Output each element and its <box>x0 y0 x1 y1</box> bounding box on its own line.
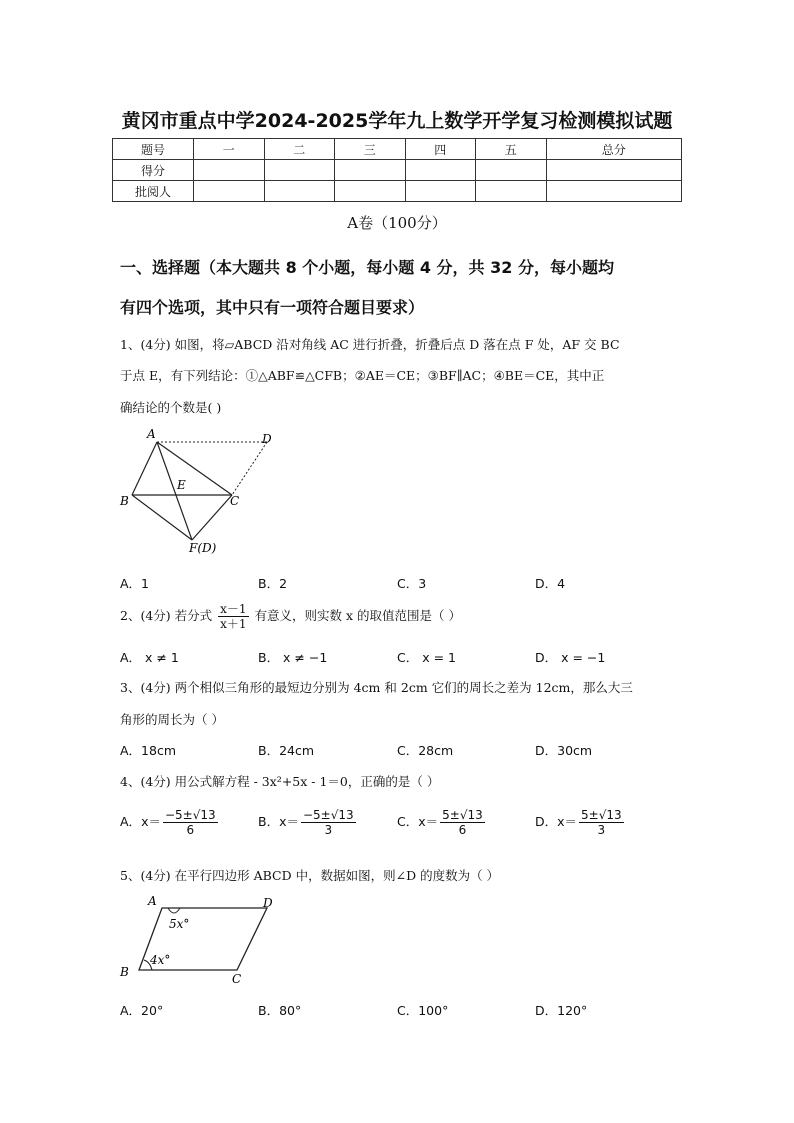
q5-label-d: D <box>263 896 273 910</box>
q2-option-d[interactable]: D． x = −1 <box>535 650 606 665</box>
q1-text-line2: 于点 E，有下列结论：①△ABF≌△CFB；②AE＝CE；③BF∥AC；④BE＝CE，其中正 <box>120 368 605 383</box>
score-input-cell[interactable] <box>194 181 265 202</box>
score-input-cell[interactable] <box>405 181 476 202</box>
score-table-row <box>113 160 682 181</box>
q2-fraction <box>218 602 248 631</box>
q5-label-a: A <box>148 894 157 908</box>
q4-option-denominator: 3 <box>597 823 606 837</box>
score-table-cell: 三 <box>335 139 406 160</box>
q5-text: 5、(4分) 在平行四边形 ABCD 中，数据如图，则∠D 的度数为（ ） <box>120 868 500 883</box>
q5-angle-a-label: 5x° <box>169 917 190 931</box>
q3-option-c[interactable]: C．28cm <box>397 743 454 758</box>
score-input-cell[interactable] <box>476 160 547 181</box>
q5-label-c: C <box>232 972 242 986</box>
q5-option-a[interactable]: A．20° <box>120 1003 164 1018</box>
score-input-cell[interactable] <box>194 160 265 181</box>
score-table-row <box>113 181 682 202</box>
score-table-cell: 五 <box>476 139 547 160</box>
score-input-cell[interactable] <box>264 181 335 202</box>
q5-angle-b-label: 4x° <box>150 953 171 967</box>
q4-option-fraction <box>301 808 356 837</box>
q3-option-a[interactable]: A．18cm <box>120 743 177 758</box>
q4-option-d[interactable] <box>535 808 626 837</box>
score-table-header-row <box>113 139 682 160</box>
score-table-cell: 二 <box>264 139 335 160</box>
q1-label-b: B <box>120 494 129 508</box>
q4-text: 4、(4分) 用公式解方程 - 3x²+5x - 1＝0，正确的是（ ） <box>120 774 440 789</box>
q2-option-b[interactable]: B． x ≠ −1 <box>258 650 328 665</box>
q2-fraction-numerator: x－1 <box>220 602 247 616</box>
q4-option-fraction <box>579 808 624 837</box>
q3-text-line2: 角形的周长为（ ） <box>120 712 224 727</box>
q2-fraction-denominator: x＋1 <box>220 617 247 631</box>
q1-text-line1: 1、(4分) 如图，将▱ABCD 沿对角线 AC 进行折叠，折叠后点 D 落在点 F 处，AF 交 BC <box>120 337 620 352</box>
score-input-cell[interactable] <box>264 160 335 181</box>
q4-option-denominator: 6 <box>458 823 467 837</box>
q4-option-lhs: x＝ <box>418 814 439 829</box>
q5-option-d[interactable]: D．120° <box>535 1003 588 1018</box>
q5-figure <box>112 890 292 990</box>
score-input-cell[interactable] <box>546 181 682 202</box>
q3-text-line1: 3、(4分) 两个相似三角形的最短边分别为 4cm 和 2cm 它们的周长之差为 12cm，那么大三 <box>120 680 633 695</box>
q4-option-fraction <box>163 808 218 837</box>
score-table-cell: 总分 <box>546 139 682 160</box>
q1-option-d[interactable]: D．4 <box>535 576 566 591</box>
q1-text-line3: 确结论的个数是( ) <box>120 400 222 415</box>
q4-option-numerator: −5±√13 <box>164 808 216 822</box>
score-table-cell: 一 <box>194 139 265 160</box>
q4-option-lhs: x＝ <box>141 814 161 829</box>
score-table-cell: 题号 <box>113 139 194 160</box>
q4-option-c[interactable] <box>397 808 487 837</box>
q1-label-d: D <box>262 432 272 446</box>
score-table-cell: 批阅人 <box>113 181 194 202</box>
q1-option-a[interactable]: A．1 <box>120 576 150 591</box>
score-input-cell[interactable] <box>335 160 406 181</box>
q2-option-c[interactable]: C． x = 1 <box>397 650 456 665</box>
q4-option-label: D． <box>535 814 558 829</box>
q2-option-a[interactable]: A． x ≠ 1 <box>120 650 179 665</box>
q1-figure <box>112 425 282 560</box>
q4-option-label: B． <box>258 814 280 829</box>
volume-heading: A卷（100分） <box>347 214 447 232</box>
q4-option-label: A． <box>120 814 142 829</box>
q5-label-b: B <box>120 965 129 979</box>
q5-option-c[interactable]: C．100° <box>397 1003 449 1018</box>
q1-option-c[interactable]: C．3 <box>397 576 427 591</box>
q4-option-a[interactable] <box>120 808 220 837</box>
q2-text <box>120 602 461 631</box>
q1-option-b[interactable]: B．2 <box>258 576 288 591</box>
q4-option-numerator: 5±√13 <box>442 808 483 822</box>
q4-option-lhs: x＝ <box>279 814 299 829</box>
q5-option-b[interactable]: B．80° <box>258 1003 302 1018</box>
exam-title: 黄冈市重点中学2024-2025学年九上数学开学复习检测模拟试题 <box>121 110 673 132</box>
q4-option-denominator: 6 <box>186 823 195 837</box>
q1-label-c: C <box>230 494 240 508</box>
score-input-cell[interactable] <box>405 160 476 181</box>
q1-label-a: A <box>147 427 156 441</box>
score-table-cell: 得分 <box>113 160 194 181</box>
q3-option-b[interactable]: B．24cm <box>258 743 315 758</box>
section-heading-line1: 一、选择题（本大题共 8 个小题，每小题 4 分，共 32 分，每小题均 <box>120 258 614 277</box>
q1-label-e: E <box>177 478 186 492</box>
score-table <box>112 138 682 202</box>
q4-option-fraction <box>440 808 485 837</box>
score-input-cell[interactable] <box>476 181 547 202</box>
q2-suffix: 有意义，则实数 x 的取值范围是（ ） <box>254 608 461 623</box>
q4-option-numerator: −5±√13 <box>302 808 354 822</box>
q4-option-b[interactable] <box>258 808 358 837</box>
q4-option-numerator: 5±√13 <box>581 808 622 822</box>
section-heading-line2: 有四个选项，其中只有一项符合题目要求） <box>120 298 425 317</box>
q4-option-lhs: x＝ <box>557 814 578 829</box>
score-input-cell[interactable] <box>546 160 682 181</box>
q4-option-denominator: 3 <box>324 823 333 837</box>
q3-option-d[interactable]: D．30cm <box>535 743 593 758</box>
q2-prefix: 2、(4分) 若分式 <box>120 608 213 623</box>
score-input-cell[interactable] <box>335 181 406 202</box>
q1-label-f: F(D) <box>189 541 217 555</box>
score-table-cell: 四 <box>405 139 476 160</box>
q4-option-label: C． <box>397 814 419 829</box>
